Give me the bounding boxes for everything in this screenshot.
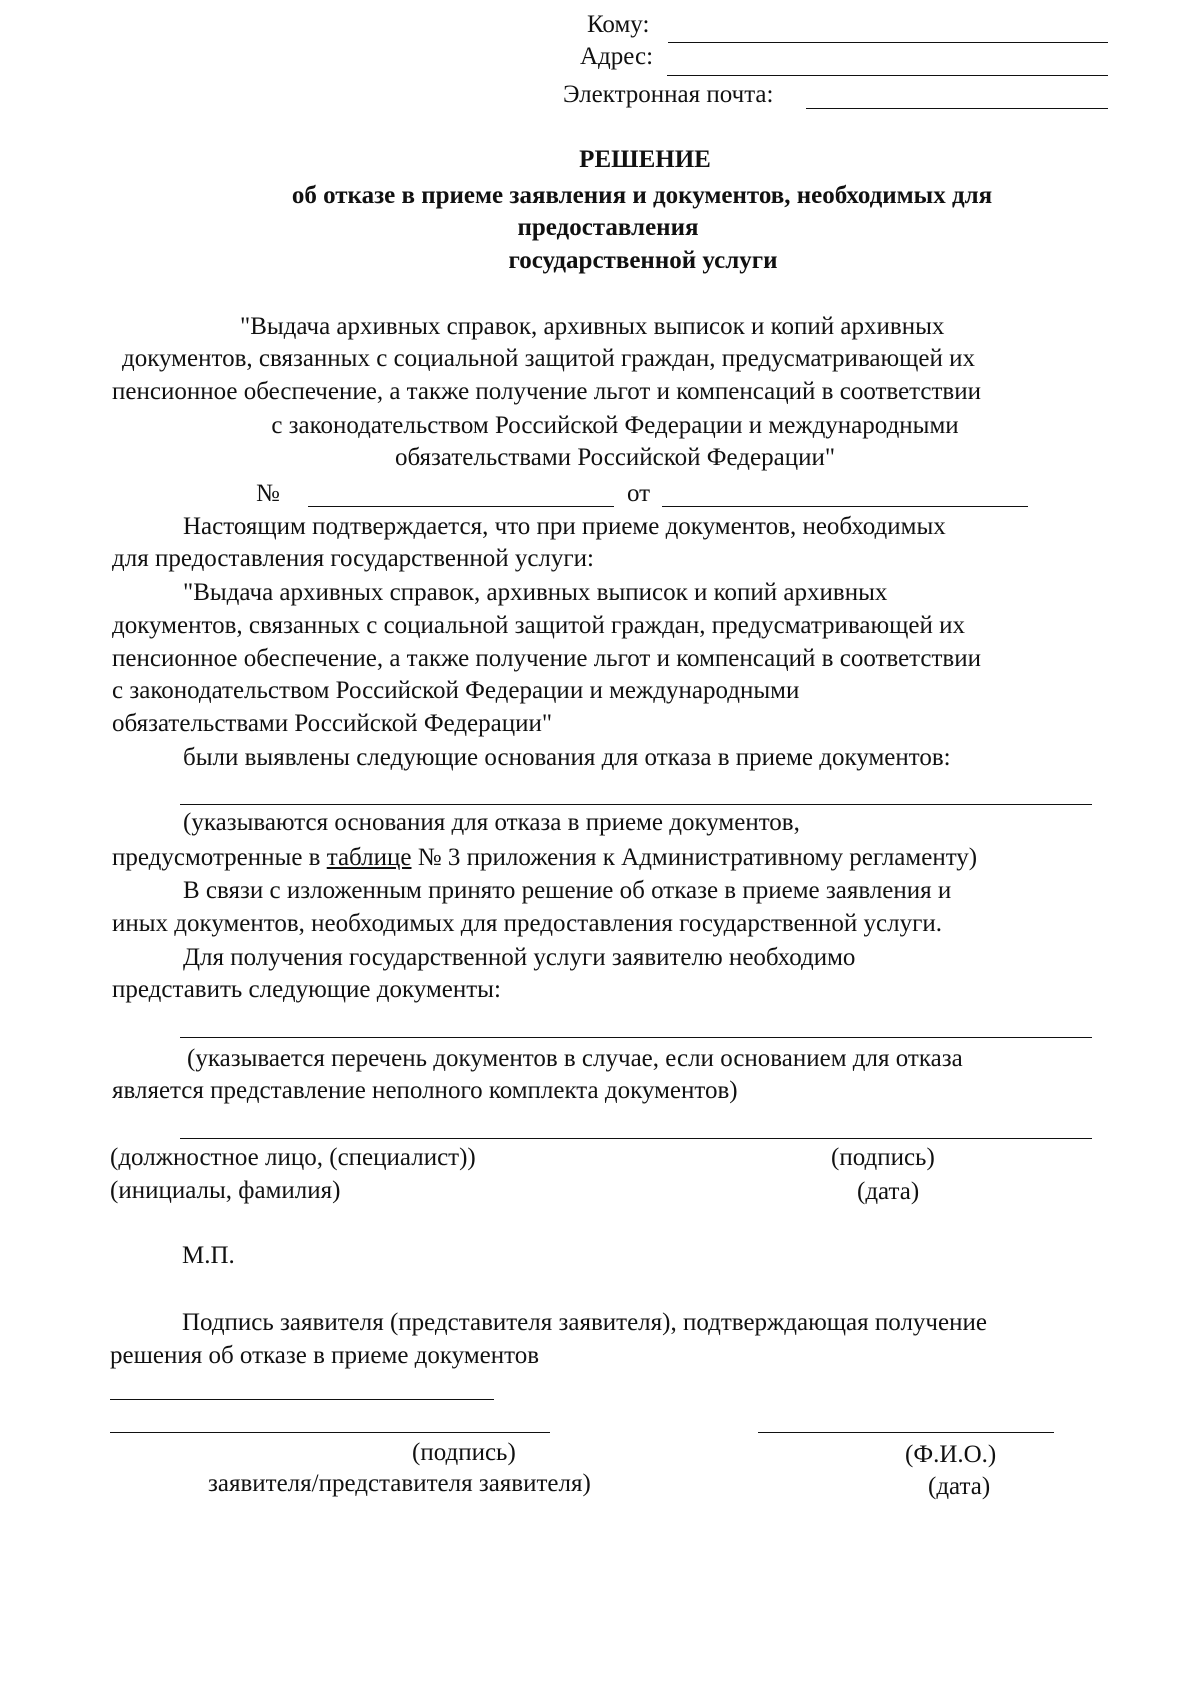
service-name-line4: с законодательством Российской Федерации и международными: [271, 412, 959, 439]
body-p1-line2: для предоставления государственной услуги:: [112, 545, 594, 572]
quote-line5: обязательствами Российской Федерации": [112, 710, 553, 737]
document-subtitle-line1: об отказе в приеме заявления и документов, необходимых для: [291, 182, 993, 209]
stamp-label: М.П.: [182, 1242, 235, 1269]
body-p1-line1: Настоящим подтверждается, что при приеме документов, необходимых: [183, 513, 946, 540]
applicant-fio-label: (Ф.И.О.): [905, 1441, 997, 1468]
service-name-line1: "Выдача архивных справок, архивных выписок и копий архивных: [240, 313, 945, 340]
document-title: РЕШЕНИЕ: [579, 146, 711, 173]
quote-line4: с законодательством Российской Федерации и международными: [112, 677, 800, 704]
service-name-line5: обязательствами Российской Федерации": [394, 444, 836, 471]
document-subtitle-line2: предоставления: [517, 214, 699, 241]
documents-hint-line1: (указывается перечень документов в случае, если основанием для отказа: [187, 1045, 963, 1072]
official-signature-line[interactable]: [180, 1138, 1092, 1139]
to-label: Кому:: [587, 11, 650, 38]
body-p2-line2: иных документов, необходимых для предоставления государственной услуги.: [112, 910, 943, 937]
email-label: Электронная почта:: [563, 81, 774, 108]
body-p3-line1: Для получения государственной услуги заявителю необходимо: [183, 944, 856, 971]
applicant-fio-line[interactable]: [758, 1432, 1054, 1433]
body-p3-line2: представить следующие документы:: [112, 976, 501, 1003]
number-sign: №: [256, 480, 280, 507]
address-field-line[interactable]: [667, 75, 1108, 76]
quote-line1: "Выдача архивных справок, архивных выписок и копий архивных: [183, 579, 888, 606]
official-position-label: (должностное лицо, (специалист)): [110, 1144, 476, 1171]
grounds-field-line[interactable]: [180, 804, 1092, 805]
grounds-found-line: были выявлены следующие основания для отказа в приеме документов:: [183, 744, 951, 771]
applicant-signature-sublabel: заявителя/представителя заявителя): [208, 1470, 591, 1497]
grounds-hint-line1: (указываются основания для отказа в приеме документов,: [183, 809, 800, 836]
applicant-line2: решения об отказе в приеме документов: [110, 1342, 540, 1369]
applicant-signature-line[interactable]: [110, 1432, 550, 1433]
body-p2-line1: В связи с изложенным принято решение об отказе в приеме заявления и: [183, 877, 952, 904]
to-field-line[interactable]: [668, 42, 1108, 43]
applicant-signature-label: (подпись): [412, 1439, 516, 1466]
date-field-line[interactable]: [662, 506, 1028, 507]
grounds-hint-line2: предусмотренные в таблице № 3 приложения к Административному регламенту): [112, 844, 978, 871]
document-subtitle-line3: государственной услуги: [508, 247, 778, 274]
email-field-line[interactable]: [806, 108, 1108, 109]
applicant-blank-line[interactable]: [110, 1399, 494, 1400]
address-label: Адрес:: [580, 43, 654, 70]
quote-line2: документов, связанных с социальной защитой граждан, предусматривающей их: [112, 612, 966, 639]
documents-field-line[interactable]: [180, 1037, 1092, 1038]
applicant-date-label: (дата): [928, 1473, 991, 1500]
date-from-label: от: [627, 480, 651, 507]
official-initials-label: (инициалы, фамилия): [110, 1177, 341, 1204]
official-date-label: (дата): [857, 1178, 920, 1205]
table-link[interactable]: таблице: [326, 844, 412, 871]
service-name-line3: пенсионное обеспечение, а также получение льгот и компенсаций в соответствии: [112, 378, 981, 405]
quote-line3: пенсионное обеспечение, а также получение льгот и компенсаций в соответствии: [112, 645, 981, 672]
documents-hint-line2: является представление неполного комплекта документов): [112, 1077, 738, 1104]
applicant-line1: Подпись заявителя (представителя заявителя), подтверждающая получение: [182, 1309, 987, 1336]
service-name-line2: документов, связанных с социальной защитой граждан, предусматривающей их: [122, 345, 976, 372]
official-signature-label: (подпись): [831, 1144, 935, 1171]
number-field-line[interactable]: [308, 506, 614, 507]
